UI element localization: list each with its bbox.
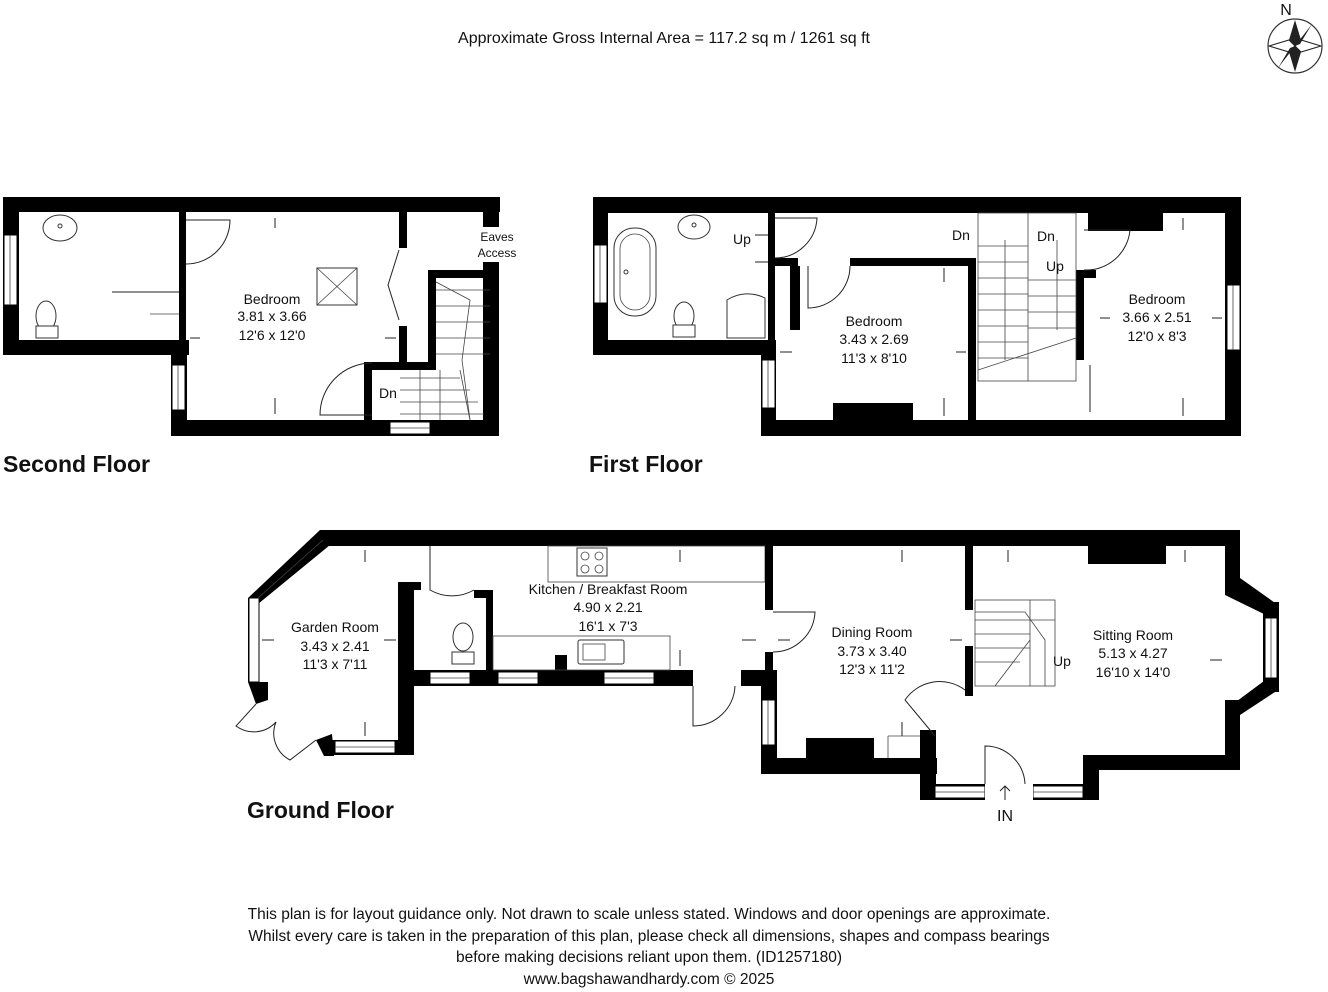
- first-floor-plan: [589, 197, 1241, 477]
- second-floor-title: Second Floor: [3, 451, 150, 477]
- gross-area-heading: Approximate Gross Internal Area = 117.2 sq m / 1261 sq ft: [458, 30, 870, 47]
- first-bedroom-right-imperial: 12'0 x 8'3: [1127, 328, 1187, 344]
- first-bedroom-right-metric: 3.66 x 2.51: [1122, 309, 1192, 325]
- sitting-room-imperial: 16'10 x 14'0: [1095, 664, 1171, 680]
- compass-rose-icon: [1268, 2, 1322, 73]
- first-bedroom-middle-metric: 3.43 x 2.69: [839, 331, 909, 347]
- eaves-label: Eaves: [480, 230, 514, 244]
- compass-north-label: N: [1280, 2, 1292, 19]
- second-bedroom-name: Bedroom: [243, 291, 301, 307]
- first-bath-up-label: Up: [733, 231, 751, 247]
- second-bedroom-imperial: 12'6 x 12'0: [238, 327, 306, 343]
- dining-room-imperial: 12'3 x 11'2: [839, 661, 905, 677]
- dining-room-name: Dining Room: [831, 624, 913, 640]
- website-copyright: www.bagshawandhardy.com © 2025: [523, 970, 775, 988]
- kitchen-name: Kitchen / Breakfast Room: [528, 581, 688, 597]
- first-floor-title: First Floor: [589, 451, 703, 477]
- disclaimer-line-2: Whilst every care is taken in the preparation of this plan, please check all dimensions, shapes and compass bearings: [248, 927, 1050, 945]
- disclaimer-line-3: before making decisions reliant upon them. (ID1257180): [455, 949, 842, 966]
- ground-floor-plan: [236, 530, 1279, 825]
- entrance-label: IN: [997, 808, 1013, 825]
- garden-room-metric: 3.43 x 2.41: [300, 638, 370, 654]
- second-stairs-dn-label: Dn: [379, 385, 397, 401]
- first-stairs-dn-right-label: Dn: [1037, 228, 1055, 244]
- first-bedroom-middle-imperial: 11'3 x 8'10: [841, 350, 907, 366]
- garden-room-imperial: 11'3 x 7'11: [302, 656, 368, 672]
- garden-room-name: Garden Room: [291, 619, 379, 635]
- first-bedroom-right-name: Bedroom: [1128, 291, 1186, 307]
- dining-room-metric: 3.73 x 3.40: [837, 643, 907, 659]
- ground-floor-title: Ground Floor: [247, 797, 394, 823]
- first-bedroom-middle-name: Bedroom: [845, 313, 903, 329]
- disclaimer-line-1: This plan is for layout guidance only. Not drawn to scale unless stated. Windows and door openings are approximate.: [247, 906, 1051, 923]
- sitting-room-metric: 5.13 x 4.27: [1098, 645, 1168, 661]
- first-stairs-dn-left-label: Dn: [952, 227, 970, 243]
- disclaimer-block: [0, 904, 1298, 990]
- kitchen-metric: 4.90 x 2.21: [573, 599, 643, 615]
- sitting-room-name: Sitting Room: [1092, 627, 1174, 643]
- ground-stairs-up-label: Up: [1053, 653, 1071, 669]
- second-bedroom-metric: 3.81 x 3.66: [237, 308, 307, 324]
- second-floor-plan: [3, 197, 516, 477]
- kitchen-imperial: 16'1 x 7'3: [578, 618, 638, 634]
- eaves-access-label: Access: [477, 246, 517, 260]
- first-stairs-up-label: Up: [1046, 258, 1064, 274]
